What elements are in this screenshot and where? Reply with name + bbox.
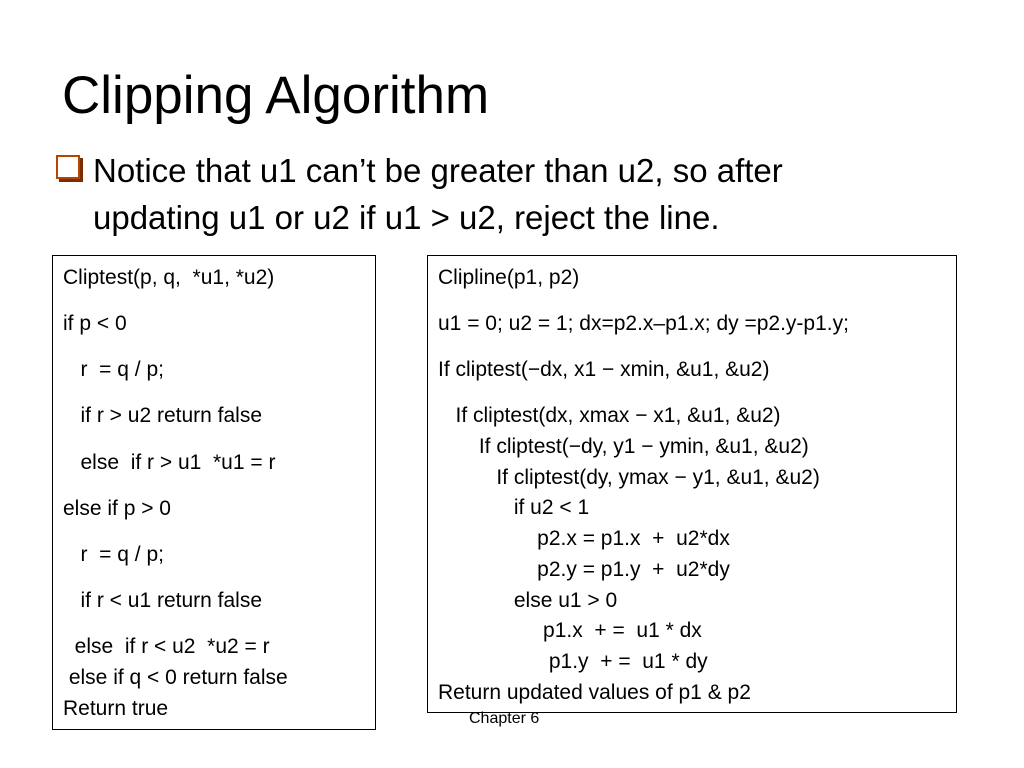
code-line: Return true: [63, 697, 169, 720]
bullet-line: updating u1 or u2 if u1 > u2, reject the line.: [93, 199, 720, 236]
code-line: If cliptest(dy, ymax − y1, &u1, &u2): [438, 466, 820, 489]
code-line: else if p > 0: [63, 497, 171, 520]
code-line: p2.y = p1.y + u2*dy: [438, 558, 730, 581]
code-line: if p < 0: [63, 312, 127, 335]
bullet-line: Notice that u1 can’t be greater than u2, so after: [93, 152, 783, 189]
code-line: Return updated values of p1 & p2: [438, 681, 751, 704]
code-line: if r < u1 return false: [63, 589, 263, 612]
code-line: if r > u2 return false: [63, 404, 263, 427]
code-line: p1.y + = u1 * dy: [438, 650, 708, 673]
code-line: else u1 > 0: [438, 589, 618, 612]
hollow-square-bullet-icon: [56, 155, 80, 179]
clipline-code-box: [427, 255, 957, 713]
code-line: else if q < 0 return false: [63, 666, 288, 689]
code-line: Cliptest(p, q, *u1, *u2): [63, 266, 275, 289]
code-line: p2.x = p1.x + u2*dx: [438, 527, 730, 550]
code-line: r = q / p;: [63, 358, 164, 381]
code-line: else if r > u1 *u1 = r: [63, 451, 276, 474]
code-line: If cliptest(dx, xmax − x1, &u1, &u2): [438, 404, 781, 427]
code-line: u1 = 0; u2 = 1; dx=p2.x–p1.x; dy =p2.y-p1.y;: [438, 312, 849, 335]
code-line: If cliptest(−dx, x1 − xmin, &u1, &u2): [438, 358, 770, 381]
code-line: r = q / p;: [63, 543, 164, 566]
cliptest-code-box: [52, 255, 376, 730]
code-line: Clipline(p1, p2): [438, 266, 580, 289]
footer-chapter: Chapter 6: [469, 710, 540, 727]
code-line: else if r < u2 *u2 = r: [63, 635, 270, 658]
slide-title: Clipping Algorithm: [62, 66, 490, 125]
code-line: if u2 < 1: [438, 496, 590, 519]
bullet-text: [93, 147, 973, 241]
code-line: p1.x + = u1 * dx: [438, 619, 702, 642]
code-line: If cliptest(−dy, y1 − ymin, &u1, &u2): [438, 435, 809, 458]
